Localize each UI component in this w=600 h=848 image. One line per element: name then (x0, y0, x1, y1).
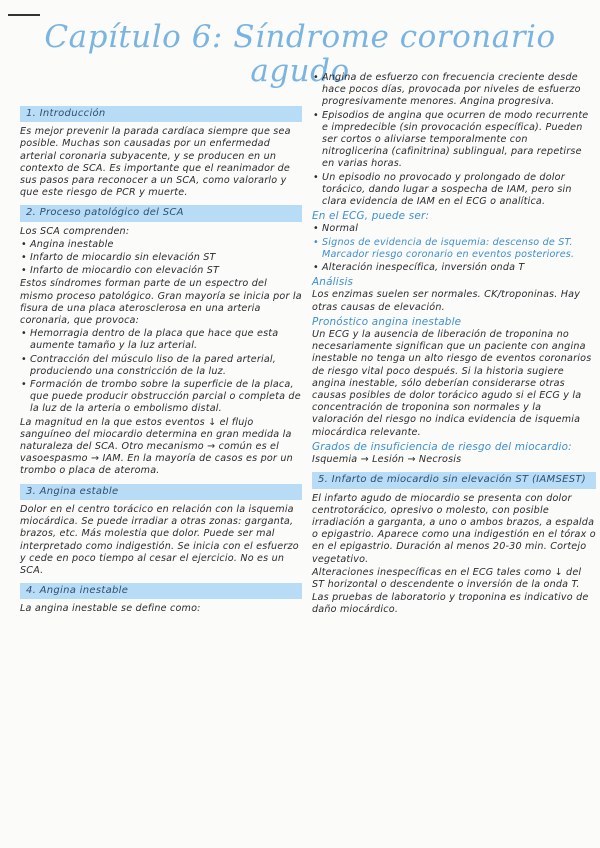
plaque-events-list (20, 328, 302, 415)
analisis-subheading: Análisis (312, 276, 354, 289)
list-item: • Infarto de miocardio sin elevación ST (30, 252, 302, 264)
list-item: • Angina inestable (30, 239, 302, 251)
list-item: • Normal (322, 223, 596, 235)
sca-types-list (20, 239, 302, 278)
ecg-subheading: En el ECG, puede ser: (312, 210, 430, 223)
sca-intro-text: Los SCA comprenden: (20, 225, 130, 237)
pronostico-text: Un ECG y la ausencia de liberación de troponina no necesariamente significan que un paciente con angina inestable no tenga un alto riesgo de eventos coronarios de riesgo vital poco después. Si la historia sugiere angina inestable, sólo deberían considerarse otras causas posibles de dolor torácico agudo si el ECG y la concentración de troponina son normales y la valoración del riesgo no indica evidencia de isquemia miocárdica relevante. (312, 329, 592, 438)
right-column (312, 72, 596, 618)
intro-paragraph: Es mejor prevenir la parada cardíaca siempre que sea posible. Muchas son causadas por un enfermedad arterial coronaria subyacente, y se producen en un contexto de SCA. Es importante que el reanimador de sus pasos para reconocer a un SCA, como valorarlo y que este riesgo de PCR y muerte. (20, 126, 291, 199)
angina-estable-text: Dolor en el centro torácico en relación con la isquemia miocárdica. Se puede irradiar a otras zonas: garganta, brazos, etc. Más molestia que dolor. Puede ser mal interpretado como indigestión. Se inicia con el esfuerzo y cede en poco tiempo al cesar el ejercicio. No es un SCA. (20, 503, 299, 576)
list-item: • Episodios de angina que ocurren de modo recurrente e impredecible (sin provocación específica). Pueden ser cortos o aliviarse temporalmente con nitroglicerina (cafinitrina) sublingual, para repetirse en varias horas. (322, 110, 596, 171)
left-column (20, 100, 302, 617)
top-rule (8, 14, 40, 16)
angina-inestable-text: La angina inestable se define como: (20, 603, 201, 615)
analisis-text: Los enzimas suelen ser normales. CK/troponinas. Hay otras causas de elevación. (312, 289, 581, 313)
page-title: Capítulo 6: Síndrome coronario agudo (44, 19, 556, 89)
section-heading-angina-estable: 3. Angina estable (20, 484, 302, 500)
list-item: • Alteración inespecífica, inversión onda T (322, 262, 596, 274)
list-item: • Angina de esfuerzo con frecuencia creciente desde hace pocos días, provocada por niveles de esfuerzo progresivamente menores. Angina progresiva. (322, 72, 596, 109)
list-item: • Contracción del músculo liso de la pared arterial, produciendo una constricción de la luz. (30, 354, 302, 378)
pronostico-subheading: Pronóstico angina inestable (312, 315, 462, 328)
angina-inestable-list (312, 72, 596, 208)
grados-text: Isquemia → Lesión → Necrosis (312, 454, 462, 466)
section-heading-proceso-patologico: 2. Proceso patológico del SCA (20, 205, 302, 221)
section-heading-angina-inestable: 4. Angina inestable (20, 583, 302, 599)
list-item: • Infarto de miocardio con elevación ST (30, 265, 302, 277)
ecg-list (312, 223, 596, 274)
sca-paragraph: Estos síndromes forman parte de un espectro del mismo proceso patológico. Gran mayoría se inicia por la fisura de una placa aterosclerosa en una arteria coronaria, que provoca: (20, 278, 302, 327)
section-heading-iamsest: 5. Infarto de miocardio sin elevación ST (IAMSEST) (312, 472, 596, 488)
list-item: • Formación de trombo sobre la superficie de la placa, que puede producir obstrucción parcial o completa de la luz de la arteria o embolismo distal. (30, 379, 302, 416)
iamsest-text-3: Las pruebas de laboratorio y troponina es indicativo de daño miocárdico. (312, 592, 589, 616)
list-item: • Signos de evidencia de isquemia: descenso de ST. Marcador riesgo coronario en eventos posteriores. (322, 237, 596, 261)
sca-paragraph-2: La magnitud en la que estos eventos ↓ el flujo sanguíneo del miocardio determina en gran medida la naturaleza del SCA. Otro mecanismo → común es el vasoespasmo → IAM. En la mayoría de casos es por un trombo o placa de ateroma. (20, 416, 293, 477)
iamsest-text: El infarto agudo de miocardio se presenta con dolor centrotorácico, opresivo o molesto, con posible irradiación a garganta, a uno o ambos brazos, a espalda o epigastrio. Aparece como una indigestión en el tórax o en el epigastrio. Duración al menos 20-30 min. Cortejo vegetativo. (312, 492, 596, 565)
grados-subheading: Grados de insuficiencia de riesgo del miocardio: (312, 440, 572, 453)
list-item: • Un episodio no provocado y prolongado de dolor torácico, dando lugar a sospecha de IAM, pero sin clara evidencia de IAM en el ECG o analítica. (322, 172, 596, 209)
list-item: • Hemorragia dentro de la placa que hace que esta aumente tamaño y la luz arterial. (30, 328, 302, 352)
section-heading-introduccion: 1. Introducción (20, 106, 302, 122)
iamsest-text-2: Alteraciones inespecíficas en el ECG tales como ↓ del ST horizontal o descendente o inversión de la onda T. (312, 566, 582, 590)
